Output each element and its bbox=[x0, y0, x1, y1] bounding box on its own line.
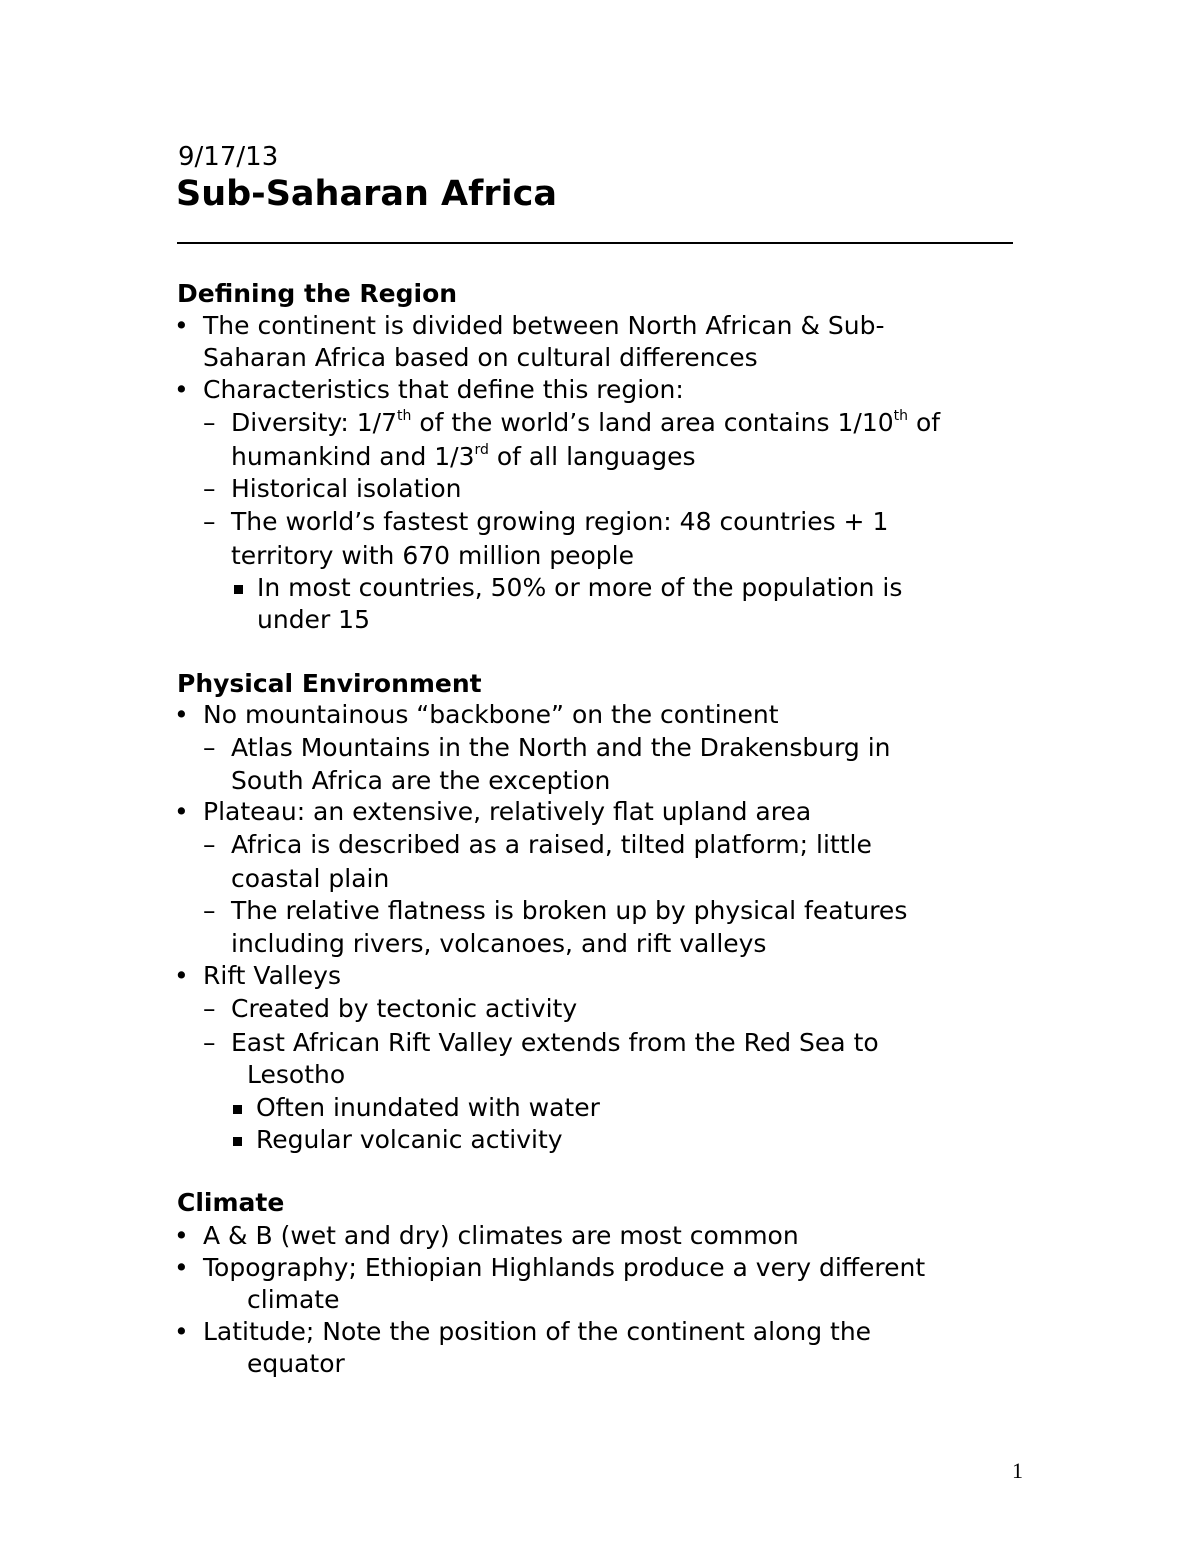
sub-sub-item-text: In most countries, 50% or more of the population is bbox=[257, 573, 903, 602]
superscript: rd bbox=[474, 442, 489, 458]
sub-item-text: coastal plain bbox=[231, 864, 390, 893]
bullet-symbol: • bbox=[174, 375, 189, 404]
dash-symbol: – bbox=[203, 474, 216, 503]
list-item-text: Saharan Africa based on cultural differences bbox=[203, 343, 758, 372]
dash-symbol: – bbox=[203, 733, 216, 762]
list-item-text: Characteristics that define this region: bbox=[203, 375, 684, 404]
dash-symbol: – bbox=[203, 1028, 216, 1057]
dash-symbol: – bbox=[203, 408, 216, 437]
sub-item-text: Africa is described as a raised, tilted platform; little bbox=[231, 830, 872, 859]
text-run: of the world’s land area contains 1/10 bbox=[411, 408, 894, 437]
sub-sub-item-text: Regular volcanic activity bbox=[256, 1125, 563, 1154]
sub-item-text: Lesotho bbox=[247, 1060, 346, 1089]
page-title: Sub-Saharan Africa bbox=[176, 174, 557, 214]
square-bullet-icon bbox=[233, 1103, 242, 1122]
sub-item-text: South Africa are the exception bbox=[231, 766, 611, 795]
sub-item-diversity bbox=[231, 407, 940, 439]
text-run: Diversity: 1/7 bbox=[231, 408, 398, 437]
sub-item-text: Created by tectonic activity bbox=[231, 994, 578, 1023]
list-item-text: Latitude; Note the position of the continent along the bbox=[203, 1317, 872, 1346]
superscript: th bbox=[893, 408, 909, 424]
sub-item-text: territory with 670 million people bbox=[231, 541, 634, 570]
bullet-symbol: • bbox=[174, 311, 189, 340]
sub-sub-item-text: Often inundated with water bbox=[256, 1093, 600, 1122]
date: 9/17/13 bbox=[178, 142, 279, 172]
list-item-text: The continent is divided between North African & Sub- bbox=[203, 311, 885, 340]
text-run: of all languages bbox=[488, 442, 696, 471]
section-heading-defining-region: Defining the Region bbox=[177, 279, 458, 308]
superscript: th bbox=[397, 408, 412, 424]
sub-item-text: Historical isolation bbox=[231, 474, 462, 503]
list-item-text: No mountainous “backbone” on the continent bbox=[203, 700, 779, 729]
section-heading-physical-environment: Physical Environment bbox=[177, 669, 482, 698]
sub-sub-item-text: under 15 bbox=[257, 605, 370, 634]
sub-item-text: The relative flatness is broken up by physical features bbox=[231, 896, 908, 925]
text-run: humankind and 1/3 bbox=[231, 442, 475, 471]
square-bullet-icon bbox=[234, 583, 243, 602]
dash-symbol: – bbox=[203, 830, 216, 859]
list-item-text: Rift Valleys bbox=[203, 961, 342, 990]
sub-item-diversity-cont bbox=[231, 441, 696, 473]
bullet-symbol: • bbox=[174, 700, 189, 729]
text-run: of bbox=[908, 408, 941, 437]
sub-item-text: East African Rift Valley extends from the Red Sea to bbox=[231, 1028, 879, 1057]
list-item-text: climate bbox=[247, 1285, 340, 1314]
sub-item-text: Atlas Mountains in the North and the Drakensburg in bbox=[231, 733, 891, 762]
list-item-text: A & B (wet and dry) climates are most common bbox=[203, 1221, 799, 1250]
title-divider bbox=[177, 242, 1013, 244]
dash-symbol: – bbox=[203, 896, 216, 925]
section-heading-climate: Climate bbox=[177, 1188, 285, 1217]
bullet-symbol: • bbox=[174, 1253, 189, 1282]
dash-symbol: – bbox=[203, 507, 216, 536]
sub-item-text: including rivers, volcanoes, and rift valleys bbox=[231, 929, 767, 958]
dash-symbol: – bbox=[203, 994, 216, 1023]
bullet-symbol: • bbox=[174, 961, 189, 990]
bullet-symbol: • bbox=[174, 1221, 189, 1250]
list-item-text: Topography; Ethiopian Highlands produce a very different bbox=[203, 1253, 926, 1282]
square-bullet-icon bbox=[233, 1135, 242, 1154]
sub-item-text: The world’s fastest growing region: 48 countries + 1 bbox=[231, 507, 889, 536]
bullet-symbol: • bbox=[174, 1317, 189, 1346]
bullet-symbol: • bbox=[174, 797, 189, 826]
page-number: 1 bbox=[1012, 1458, 1023, 1483]
list-item-text: equator bbox=[247, 1349, 345, 1378]
list-item-text: Plateau: an extensive, relatively flat upland area bbox=[203, 797, 812, 826]
